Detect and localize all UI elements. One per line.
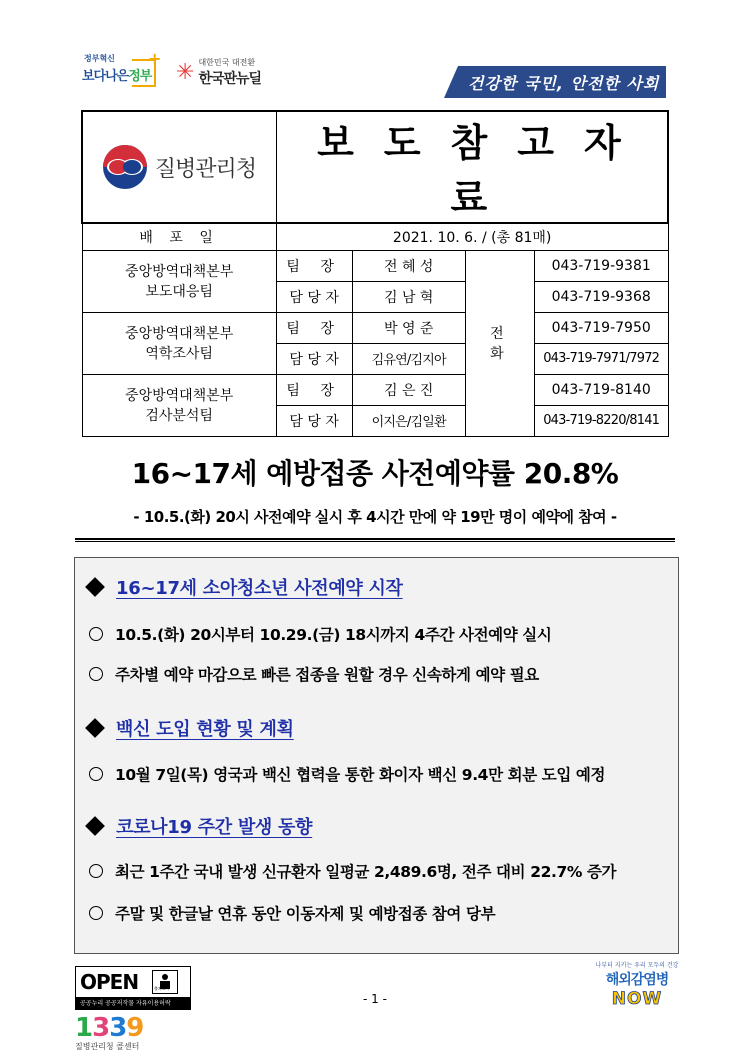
team-cell: 중앙방역대책본부 역학조사팀 xyxy=(82,312,276,374)
contact-name: 김 은 진 xyxy=(352,374,465,405)
summary-section xyxy=(85,574,403,600)
diamond-bullet-icon xyxy=(85,816,105,836)
phone-number: 043-719-9381 xyxy=(534,250,668,281)
contact-name: 이지은/김일환 xyxy=(352,405,465,436)
circle-bullet-icon xyxy=(89,667,103,681)
headline: 16~17세 예방접종 사전예약률 20.8% xyxy=(131,457,619,490)
korean-new-deal-logo xyxy=(176,57,261,88)
summary-box xyxy=(74,557,679,954)
role-label: 담 당 자 xyxy=(276,343,352,374)
summary-section xyxy=(85,813,312,839)
diamond-bullet-icon xyxy=(85,577,105,597)
open-badge-caption: 공공누리 공공저작물 자유이용허락 xyxy=(76,997,190,1010)
role-label: 팀 장 xyxy=(276,312,352,343)
overseas-infection-now-logo xyxy=(592,960,682,1012)
section-title: 코로나19 주간 발생 동향 xyxy=(116,817,313,838)
divider xyxy=(75,538,675,540)
summary-item: 10월 7일(목) 영국과 백신 협력을 통한 화이자 백신 9.4만 회분 도입 예정 xyxy=(89,763,605,785)
contact-name: 김 남 혁 xyxy=(352,281,465,312)
team-cell: 중앙방역대책본부 보도대응팀 xyxy=(82,250,276,312)
overseas-tagline: 나부터 지키는 우리 모두의 건강 xyxy=(595,962,679,969)
new-deal-small-text: 대한민국 대전환 xyxy=(198,57,256,67)
gov-innovation-logo xyxy=(82,49,160,95)
call-center-1339-logo xyxy=(75,1013,165,1057)
phone-number: 043-719-8140 xyxy=(534,374,668,405)
call-center-caption: 질병관리청 콜센터 xyxy=(75,1042,140,1051)
divider xyxy=(75,541,675,542)
release-date-label: 배 포 일 xyxy=(82,223,276,250)
slogan-banner xyxy=(444,66,666,98)
contact-name: 김유연/김지아 xyxy=(352,343,465,374)
summary-item: 10.5.(화) 20시부터 10.29.(금) 18시까지 4주간 사전예약 실시 xyxy=(89,623,551,645)
phone-number: 043-719-9368 xyxy=(534,281,668,312)
circle-bullet-icon xyxy=(89,864,103,878)
agency-logo-cell xyxy=(82,111,276,223)
phone-label: 전 화 xyxy=(465,250,534,436)
contact-name: 전 혜 성 xyxy=(352,250,465,281)
open-text: OPEN xyxy=(80,970,139,994)
new-deal-mark-icon: ✳ xyxy=(176,59,195,85)
slogan-text: 건강한 국민, 안전한 사회 xyxy=(468,74,660,93)
role-label: 팀 장 xyxy=(276,374,352,405)
role-label: 담 당 자 xyxy=(276,281,352,312)
document-type-title: 보도참고자료 xyxy=(276,111,668,223)
kdca-logo xyxy=(83,145,276,189)
gov-logo-big-text: 보다나은정부 xyxy=(82,69,152,84)
circle-bullet-icon xyxy=(89,767,103,781)
press-info-table xyxy=(81,110,669,437)
phone-number: 043-719-7950 xyxy=(534,312,668,343)
subheadline: - 10.5.(화) 20시 사전예약 실시 후 4시간 만에 약 19만 명이 예약에 참여 - xyxy=(133,508,617,526)
summary-section xyxy=(85,715,294,741)
summary-item: 주차별 예약 마감으로 빠른 접종을 원할 경우 신속하게 예약 필요 xyxy=(89,663,539,685)
contact-name: 박 영 준 xyxy=(352,312,465,343)
phone-number: 043-719-8220/8141 xyxy=(534,405,668,436)
attribution-icon: 출처표시 xyxy=(152,970,178,994)
section-title: 16~17세 소아청소년 사전예약 시작 xyxy=(116,578,403,599)
diamond-bullet-icon xyxy=(85,718,105,738)
phone-number: 043-719-7971/7972 xyxy=(534,343,668,374)
overseas-now: NOW xyxy=(611,989,663,1009)
circle-bullet-icon xyxy=(89,627,103,641)
call-center-number: 1339 xyxy=(75,1013,144,1043)
gov-logo-small-text: 정부혁신 xyxy=(84,54,115,63)
release-date-value: 2021. 10. 6. / (총 81매) xyxy=(276,223,668,250)
summary-item: 최근 1주간 국내 발생 신규환자 일평균 2,489.6명, 전주 대비 22.7% 증가 xyxy=(89,860,616,882)
summary-item: 주말 및 한글날 연휴 동안 이동자제 및 예방접종 참여 당부 xyxy=(89,902,495,924)
top-logos xyxy=(82,48,261,96)
new-deal-big-text: 한국판뉴딜 xyxy=(198,70,262,87)
section-title: 백신 도입 현황 및 계획 xyxy=(116,719,294,740)
team-cell: 중앙방역대책본부 검사분석팀 xyxy=(82,374,276,436)
taegeuk-emblem-icon xyxy=(103,145,147,189)
plus-icon: + xyxy=(148,49,162,68)
page-number: - 1 - xyxy=(363,992,387,1006)
role-label: 담 당 자 xyxy=(276,405,352,436)
agency-name: 질병관리청 xyxy=(154,156,257,182)
circle-bullet-icon xyxy=(89,906,103,920)
role-label: 팀 장 xyxy=(276,250,352,281)
overseas-title: 해외감염병 xyxy=(605,972,669,988)
